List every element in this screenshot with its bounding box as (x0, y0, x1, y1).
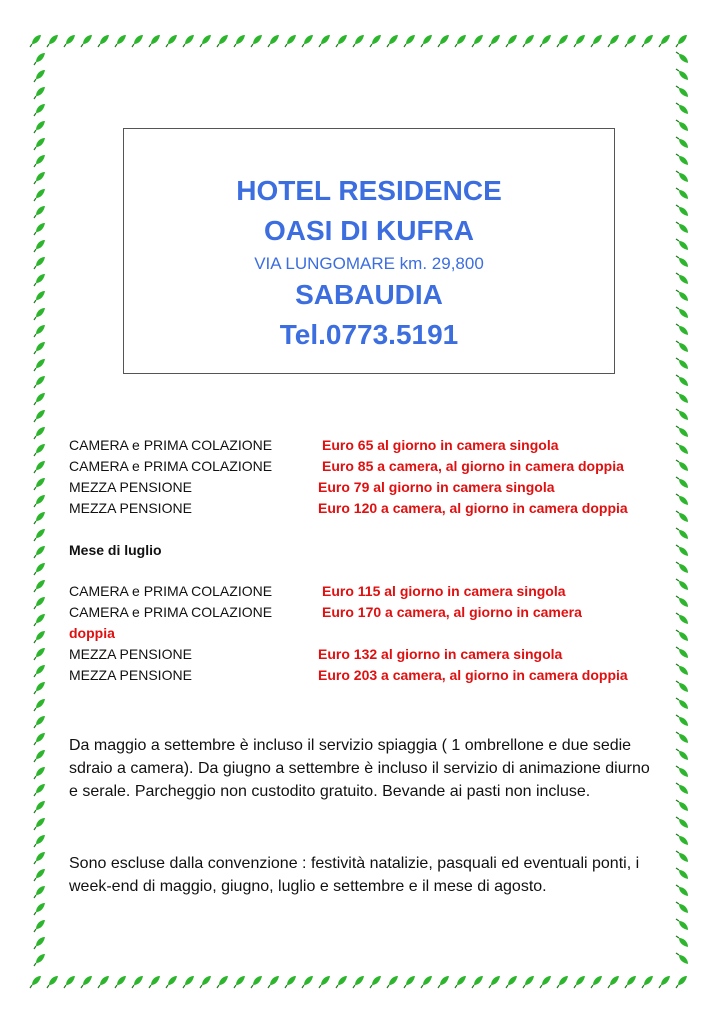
leaf-ornament (268, 35, 279, 47)
leaf-ornament (676, 511, 688, 522)
leaf-ornament (676, 409, 688, 420)
leaf-ornament (676, 732, 688, 743)
leaf-ornament (34, 580, 45, 592)
leaf-ornament (34, 614, 45, 626)
leaf-ornament (34, 954, 45, 966)
leaf-ornament (676, 324, 688, 335)
leaf-ornament (30, 35, 41, 47)
leaf-ornament (34, 801, 45, 813)
exclusions-paragraph: Sono escluse dalla convenzione : festività natalizie, pasquali ed eventuali ponti, i week-end di maggio, giugno, luglio e settembre e il mese di agosto. (69, 855, 640, 895)
leaf-ornament (676, 86, 688, 97)
leaf-ornament (404, 35, 415, 47)
leaf-ornament (574, 35, 585, 47)
july-rate-label: CAMERA e PRIMA COLAZIONE (69, 604, 273, 620)
leaf-ornament (34, 427, 45, 439)
leaf-ornament (200, 35, 211, 47)
leaf-ornament (676, 154, 688, 165)
hotel-city: SABAUDIA (295, 279, 443, 310)
leaf-ornament (676, 460, 688, 471)
leaf-ornament (591, 976, 602, 988)
leaf-ornament (608, 976, 619, 988)
leaf-ornament (34, 478, 45, 490)
leaf-ornament (34, 767, 45, 779)
rate-price: Euro 120 a camera, al giorno in camera doppia (318, 500, 628, 516)
rate-label: CAMERA e PRIMA COLAZIONE (69, 458, 273, 474)
leaf-ornament (370, 976, 381, 988)
july-rate-price: Euro 132 al giorno in camera singola (318, 646, 563, 662)
leaf-ornament (676, 375, 688, 386)
leaf-ornament (34, 512, 45, 524)
leaf-ornament (34, 206, 45, 218)
rate-price: Euro 79 al giorno in camera singola (318, 479, 555, 495)
leaf-ornament (34, 444, 45, 456)
leaf-ornament (319, 35, 330, 47)
rate-label: MEZZA PENSIONE (69, 479, 192, 495)
leaf-ornament (676, 664, 688, 675)
leaf-ornament (34, 121, 45, 133)
leaf-ornament (676, 800, 688, 811)
leaf-ornament (625, 976, 636, 988)
leaf-ornament (132, 976, 143, 988)
leaf-ornament (34, 546, 45, 558)
leaf-ornament (591, 35, 602, 47)
leaf-ornament (557, 35, 568, 47)
leaf-ornament (676, 834, 688, 845)
leaf-ornament (438, 35, 449, 47)
leaf-ornament (34, 937, 45, 949)
leaf-ornament (64, 976, 75, 988)
july-rate-price: Euro 170 a camera, al giorno in camera (322, 604, 582, 620)
leaf-ornament (251, 35, 262, 47)
leaf-ornament (81, 976, 92, 988)
leaf-ornament (30, 976, 41, 988)
leaf-ornament (676, 35, 687, 47)
july-rate-label: CAMERA e PRIMA COLAZIONE (69, 583, 273, 599)
leaf-ornament (34, 223, 45, 235)
leaf-ornament (34, 784, 45, 796)
leaf-ornament (34, 172, 45, 184)
leaf-ornament (217, 976, 228, 988)
leaf-ornament (659, 976, 670, 988)
leaf-ornament (455, 976, 466, 988)
leaf-ornament (200, 976, 211, 988)
leaf-ornament (506, 35, 517, 47)
leaf-ornament (676, 976, 687, 988)
leaf-ornament (302, 35, 313, 47)
leaf-ornament (455, 35, 466, 47)
leaf-ornament (336, 976, 347, 988)
leaf-ornament (676, 188, 688, 199)
hotel-name-line2: OASI DI KUFRA (264, 215, 474, 246)
leaf-ornament (676, 953, 688, 964)
rate-label: MEZZA PENSIONE (69, 500, 192, 516)
leaf-ornament (34, 410, 45, 422)
leaf-ornament (625, 35, 636, 47)
leaf-ornament (183, 35, 194, 47)
leaf-ornament (34, 257, 45, 269)
leaf-ornament (34, 818, 45, 830)
leaf-ornament (132, 35, 143, 47)
leaf-ornament (523, 976, 534, 988)
hotel-name-line1: HOTEL RESIDENCE (236, 175, 502, 206)
leaf-ornament (472, 976, 483, 988)
leaf-ornament (34, 750, 45, 762)
leaf-ornament (34, 104, 45, 116)
leaf-ornament (34, 70, 45, 82)
rate-label: CAMERA e PRIMA COLAZIONE (69, 437, 273, 453)
leaf-ornament (34, 699, 45, 711)
leaf-ornament (183, 976, 194, 988)
leaf-ornament (34, 852, 45, 864)
leaf-ornament (557, 976, 568, 988)
leaf-ornament (387, 35, 398, 47)
leaf-ornament (676, 477, 688, 488)
leaf-ornament (676, 919, 688, 930)
leaf-ornament (370, 35, 381, 47)
leaf-ornament (676, 851, 688, 862)
leaf-ornament (676, 290, 688, 301)
leaf-ornament (387, 976, 398, 988)
leaf-ornament (438, 976, 449, 988)
leaf-ornament (676, 205, 688, 216)
leaf-ornament (149, 35, 160, 47)
leaf-ornament (676, 902, 688, 913)
leaf-ornament (34, 376, 45, 388)
leaf-ornament (34, 920, 45, 932)
rate-price: Euro 85 a camera, al giorno in camera doppia (322, 458, 624, 474)
leaf-ornament (34, 835, 45, 847)
july-rate-label: MEZZA PENSIONE (69, 646, 192, 662)
leaf-ornament (608, 35, 619, 47)
leaf-ornament (676, 698, 688, 709)
leaf-ornament (676, 307, 688, 318)
leaf-ornament (34, 869, 45, 881)
leaf-ornament (34, 682, 45, 694)
leaf-ornament (676, 868, 688, 879)
leaf-ornament (115, 976, 126, 988)
leaf-ornament (34, 308, 45, 320)
july-rate-price: Euro 115 al giorno in camera singola (322, 583, 566, 599)
leaf-ornament (34, 495, 45, 507)
leaf-ornament (98, 35, 109, 47)
leaf-ornament (34, 716, 45, 728)
leaf-ornament (285, 976, 296, 988)
leaf-ornament (234, 976, 245, 988)
leaf-ornament (676, 545, 688, 556)
leaf-ornament (64, 35, 75, 47)
leaf-ornament (676, 749, 688, 760)
leaf-ornament (47, 976, 58, 988)
leaf-ornament (166, 976, 177, 988)
leaf-ornament (540, 35, 551, 47)
july-rate-price-continued: doppia (69, 625, 115, 641)
july-rate-price: Euro 203 a camera, al giorno in camera doppia (318, 667, 628, 683)
leaf-ornament (676, 936, 688, 947)
leaf-ornament (676, 222, 688, 233)
leaf-ornament (404, 976, 415, 988)
leaf-ornament (676, 273, 688, 284)
rate-price: Euro 65 al giorno in camera singola (322, 437, 559, 453)
leaf-ornament (285, 35, 296, 47)
leaf-ornament (676, 494, 688, 505)
leaf-ornament (642, 35, 653, 47)
leaf-ornament (676, 885, 688, 896)
leaf-ornament (34, 903, 45, 915)
leaf-ornament (676, 443, 688, 454)
leaf-ornament (676, 647, 688, 658)
leaf-ornament (676, 596, 688, 607)
leaf-ornament (34, 240, 45, 252)
leaf-ornament (353, 976, 364, 988)
leaf-ornament (676, 817, 688, 828)
leaf-ornament (166, 35, 177, 47)
leaf-ornament (98, 976, 109, 988)
july-heading: Mese di luglio (69, 542, 162, 558)
leaf-ornament (421, 35, 432, 47)
leaf-ornament (34, 529, 45, 541)
leaf-ornament (217, 35, 228, 47)
leaf-ornament (34, 155, 45, 167)
leaf-ornament (676, 341, 688, 352)
leaf-ornament (234, 35, 245, 47)
leaf-ornament (472, 35, 483, 47)
leaf-ornament (336, 35, 347, 47)
leaf-ornament (676, 171, 688, 182)
leaf-ornament (34, 87, 45, 99)
july-rate-label: MEZZA PENSIONE (69, 667, 192, 683)
hotel-header-box (123, 128, 615, 374)
services-paragraph: Da maggio a settembre è incluso il servizio spiaggia ( 1 ombrellone e due sedie sdraio a camera). Da giugno a settembre è incluso il servizio di animazione diurno e serale. Parcheggio non custodito gratuito. Bevande ai pasti non incluse. (69, 737, 650, 800)
leaf-ornament (34, 393, 45, 405)
leaf-ornament (302, 976, 313, 988)
leaf-ornament (676, 358, 688, 369)
leaf-ornament (34, 359, 45, 371)
hotel-address: VIA LUNGOMARE km. 29,800 (254, 254, 484, 273)
leaf-ornament (523, 35, 534, 47)
leaf-ornament (34, 189, 45, 201)
leaf-ornament (676, 69, 688, 80)
leaf-ornament (676, 256, 688, 267)
leaf-ornament (489, 35, 500, 47)
leaf-ornament (676, 120, 688, 131)
leaf-ornament (421, 976, 432, 988)
leaf-ornament (34, 563, 45, 575)
leaf-ornament (489, 976, 500, 988)
leaf-ornament (676, 613, 688, 624)
leaf-ornament (676, 783, 688, 794)
leaf-ornament (115, 35, 126, 47)
leaf-ornament (81, 35, 92, 47)
leaf-ornament (353, 35, 364, 47)
leaf-ornament (506, 976, 517, 988)
leaf-ornament (34, 274, 45, 286)
leaf-ornament (34, 665, 45, 677)
leaf-ornament (676, 239, 688, 250)
leaf-ornament (676, 137, 688, 148)
leaf-ornament (676, 630, 688, 641)
leaf-ornament (676, 681, 688, 692)
hotel-phone: Tel.0773.5191 (279, 319, 459, 350)
leaf-ornament (268, 976, 279, 988)
leaf-ornament (34, 342, 45, 354)
leaf-ornament (47, 35, 58, 47)
leaf-ornament (676, 426, 688, 437)
leaf-ornament (676, 52, 688, 63)
leaf-ornament (676, 715, 688, 726)
leaf-ornament (34, 53, 45, 65)
leaf-ornament (676, 562, 688, 573)
leaf-ornament (34, 886, 45, 898)
leaf-ornament (34, 631, 45, 643)
leaf-ornament (540, 976, 551, 988)
leaf-ornament (659, 35, 670, 47)
leaf-ornament (642, 976, 653, 988)
leaf-ornament (676, 579, 688, 590)
leaf-ornament (676, 528, 688, 539)
leaf-ornament (676, 766, 688, 777)
leaf-ornament (574, 976, 585, 988)
leaf-ornament (34, 138, 45, 150)
leaf-ornament (34, 733, 45, 745)
leaf-ornament (676, 392, 688, 403)
leaf-ornament (34, 648, 45, 660)
leaf-ornament (34, 291, 45, 303)
leaf-ornament (34, 461, 45, 473)
leaf-ornament (34, 597, 45, 609)
leaf-ornament (149, 976, 160, 988)
leaf-ornament (676, 103, 688, 114)
leaf-ornament (34, 325, 45, 337)
leaf-ornament (319, 976, 330, 988)
leaf-ornament (251, 976, 262, 988)
